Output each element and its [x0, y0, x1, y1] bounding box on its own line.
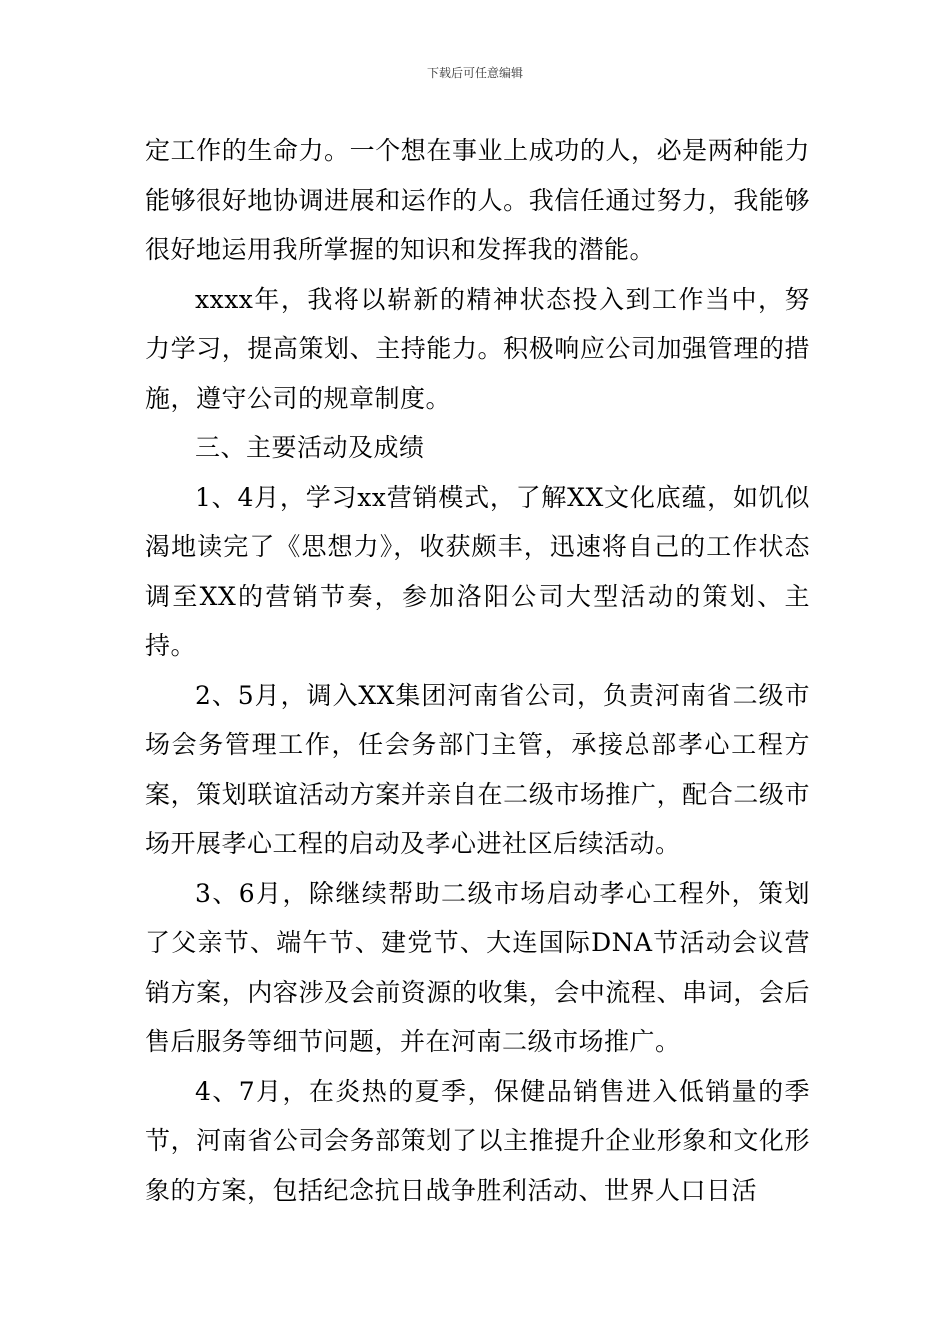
document-body — [145, 126, 810, 1215]
paragraph-item-2: 2、5月，调入XX集团河南省公司，负责河南省二级市场会务管理工作，任会务部门主管，承接总部孝心工程方案，策划联谊活动方案并亲自在二级市场推广，配合二级市场开展孝心工程的启动及孝心进社区后续活动。 — [145, 680, 810, 858]
page-header-note: 下载后可任意编辑 — [426, 66, 523, 80]
paragraph-item-1: 1、4月，学习xx营销模式，了解XX文化底蕴，如饥似渴地读完了《思想力》，收获颇丰，迅速将自己的工作状态调至XX的营销节奏，参加洛阳公司大型活动的策划、主持。 — [145, 482, 810, 660]
section-heading: 三、主要活动及成绩 — [195, 433, 425, 462]
paragraph-item-4: 4、7月，在炎热的夏季，保健品销售进入低销量的季节，河南省公司会务部策划了以主推提升企业形象和文化形象的方案，包括纪念抗日战争胜利活动、世界人口日活 — [145, 1076, 810, 1205]
paragraph-item-3: 3、6月，除继续帮助二级市场启动孝心工程外，策划了父亲节、端午节、建党节、大连国际DNA节活动会议营销方案，内容涉及会前资源的收集，会中流程、串词，会后售后服务等细节问题，并在河南二级市场推广。 — [145, 878, 810, 1056]
paragraph-2: xxxx年，我将以崭新的精神状态投入到工作当中，努力学习，提高策划、主持能力。积极响应公司加强管理的措施，遵守公司的规章制度。 — [145, 284, 810, 413]
paragraph-1: 定工作的生命力。一个想在事业上成功的人，必是两种能力能够很好地协调进展和运作的人。我信任通过努力，我能够很好地运用我所掌握的知识和发挥我的潜能。 — [145, 136, 810, 264]
